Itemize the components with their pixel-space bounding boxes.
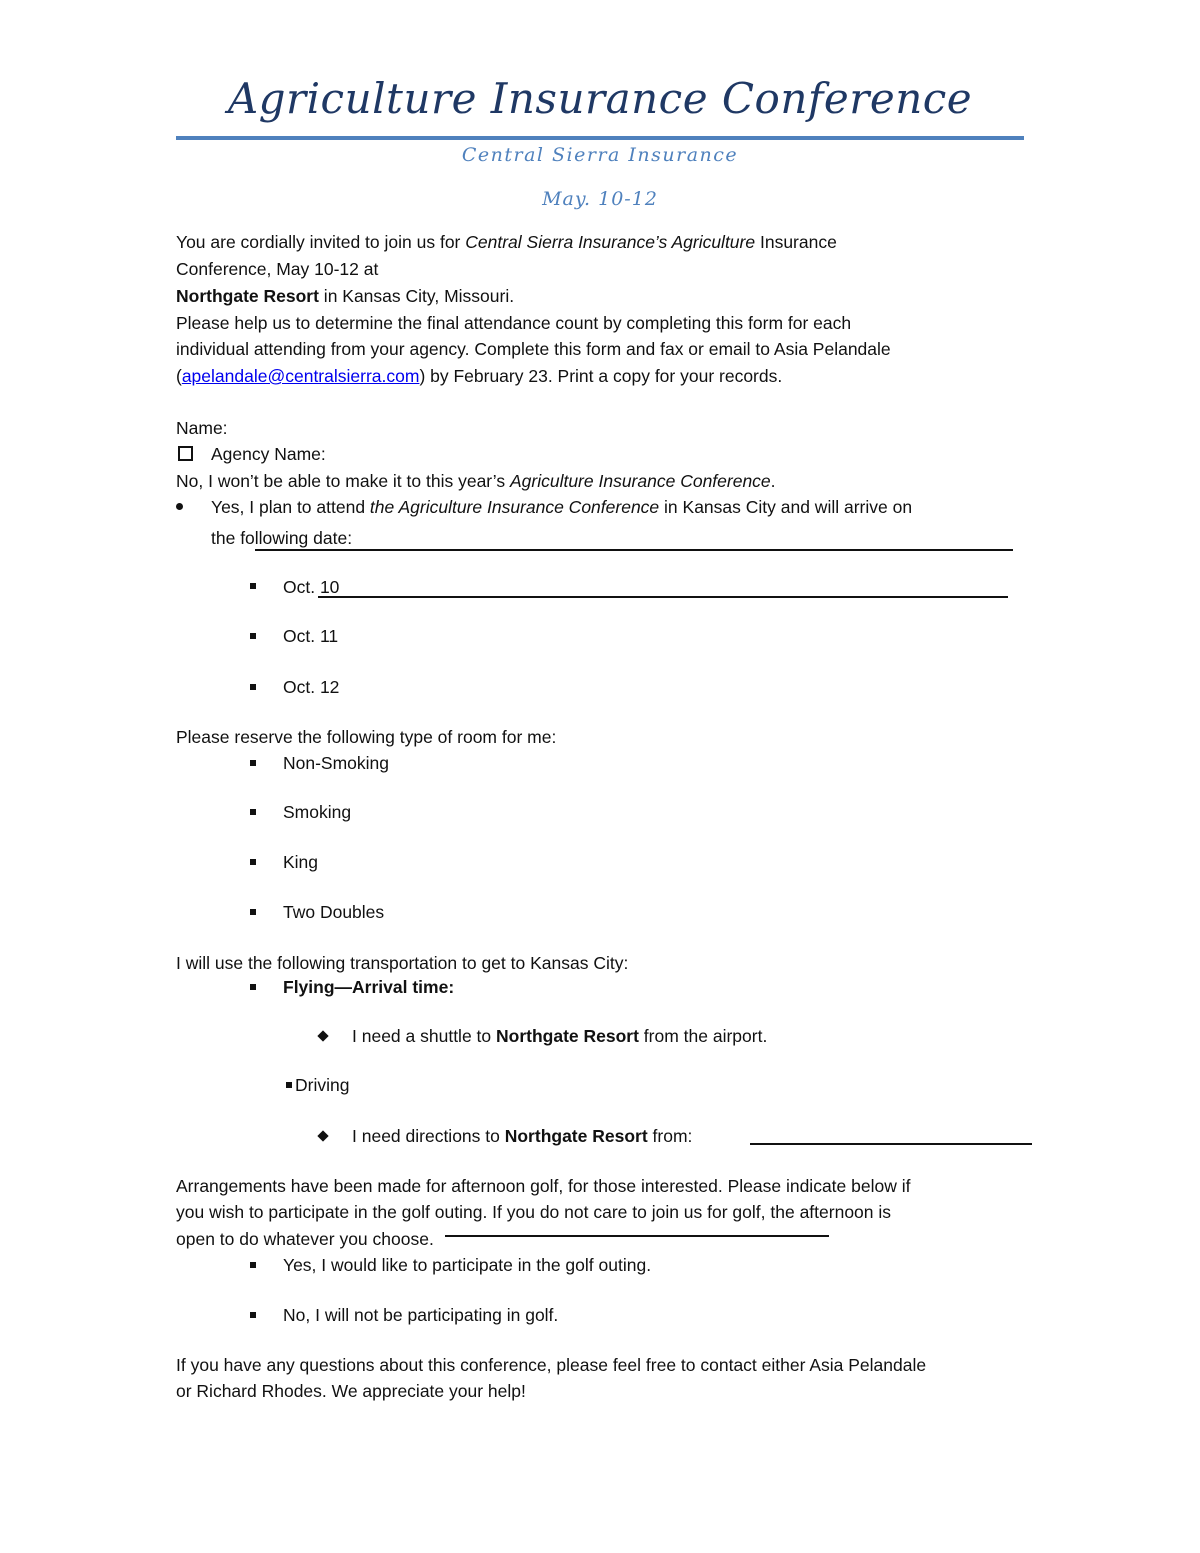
square-bullet-icon (250, 809, 256, 815)
square-bullet-icon (250, 633, 256, 639)
intro-line-2: Conference, May 10-12 at (176, 259, 379, 279)
agency-checkbox[interactable] (178, 446, 193, 461)
shuttle-option[interactable] (352, 1023, 767, 1049)
intro-text: ) by February 23. Print a copy for your records. (419, 366, 783, 386)
closing-line-2: or Richard Rhodes. We appreciate your help! (176, 1381, 526, 1401)
decline-option[interactable] (176, 468, 776, 494)
square-bullet-icon (286, 1082, 292, 1088)
directions-option[interactable] (352, 1123, 692, 1149)
venue-name: Northgate Resort (176, 286, 319, 306)
date-option[interactable]: Oct. 11 (283, 626, 339, 646)
arrival-date-field-line[interactable] (255, 549, 1013, 551)
intro-text: ( (176, 366, 182, 386)
intro-text: in Kansas City, Missouri. (318, 286, 515, 306)
attend-italic-text: the Agriculture Insurance Conference (369, 497, 660, 517)
intro-line-5: individual attending from your agency. Complete this form and fax or email to Asia Pelandale (176, 339, 891, 359)
square-bullet-icon (250, 583, 256, 589)
room-prompt: Please reserve the following type of room for me: (176, 727, 557, 747)
square-bullet-icon (250, 1262, 256, 1268)
transport-prompt: I will use the following transportation to get to Kansas City: (176, 953, 629, 973)
intro-line-3 (176, 283, 514, 309)
square-bullet-icon (250, 760, 256, 766)
square-bullet-icon (250, 859, 256, 865)
golf-line-3: open to do whatever you choose. (176, 1229, 434, 1249)
golf-no-option[interactable]: No, I will not be participating in golf. (283, 1305, 559, 1325)
decline-italic-text: Agriculture Insurance Conference (509, 471, 771, 491)
directions-text: I need directions to (352, 1126, 505, 1146)
date-option[interactable]: Oct. 12 (283, 677, 340, 697)
golf-yes-option[interactable]: Yes, I would like to participate in the golf outing. (283, 1255, 652, 1275)
room-option[interactable]: Smoking (283, 802, 352, 822)
intro-line-4: Please help us to determine the final attendance count by completing this form for each (176, 313, 852, 333)
attend-text: in Kansas City and will arrive on (659, 497, 913, 517)
intro-text: You are cordially invited to join us for (176, 232, 466, 252)
directions-field-line[interactable] (750, 1143, 1032, 1145)
directions-text: from: (647, 1126, 693, 1146)
shuttle-text: from the airport. (638, 1026, 768, 1046)
flying-option[interactable]: Flying—Arrival time: (283, 977, 455, 997)
intro-italic-text: Central Sierra Insurance’s Agriculture (465, 232, 756, 252)
intro-line-6 (176, 363, 782, 389)
closing-line-1: If you have any questions about this conference, please feel free to contact either Asia Pelandale (176, 1355, 927, 1375)
email-link[interactable]: apelandale@centralsierra.com (181, 366, 420, 386)
document-title: Agriculture Insurance Conference (227, 74, 973, 123)
decline-text: No, I won’t be able to make it to this year’s (176, 471, 510, 491)
square-bullet-icon (250, 1312, 256, 1318)
diamond-bullet-icon (317, 1030, 328, 1041)
square-bullet-icon (250, 984, 256, 990)
venue-name: Northgate Resort (496, 1026, 639, 1046)
diamond-bullet-icon (317, 1130, 328, 1141)
date-field-line[interactable] (318, 596, 1008, 598)
name-label: Name: (176, 418, 228, 438)
room-option[interactable]: Non-Smoking (283, 753, 390, 773)
square-bullet-icon (250, 684, 256, 690)
date-option[interactable]: Oct. 10 (283, 577, 340, 597)
golf-rule-line (445, 1235, 829, 1237)
shuttle-text: I need a shuttle to (352, 1026, 496, 1046)
room-option[interactable]: King (283, 852, 319, 872)
title-rule (176, 136, 1024, 140)
document-subtitle: Central Sierra Insurance (461, 144, 739, 166)
attend-text: Yes, I plan to attend (211, 497, 370, 517)
attend-option[interactable] (211, 494, 912, 520)
golf-line-1: Arrangements have been made for afternoon golf, for those interested. Please indicate below if (176, 1176, 911, 1196)
intro-line-1 (176, 229, 837, 255)
agency-name-label: Agency Name: (211, 444, 326, 464)
conference-dates: May. 10-12 (542, 188, 658, 210)
decline-text: . (770, 471, 776, 491)
golf-line-2: you wish to participate in the golf outing. If you do not care to join us for golf, the afternoon is (176, 1202, 892, 1222)
arrival-date-label: the following date: (211, 528, 353, 548)
room-option[interactable]: Two Doubles (283, 902, 385, 922)
square-bullet-icon (250, 909, 256, 915)
venue-name: Northgate Resort (504, 1126, 648, 1146)
driving-option[interactable]: Driving (295, 1075, 350, 1095)
intro-text: Insurance (755, 232, 837, 252)
bullet-icon (176, 503, 183, 510)
